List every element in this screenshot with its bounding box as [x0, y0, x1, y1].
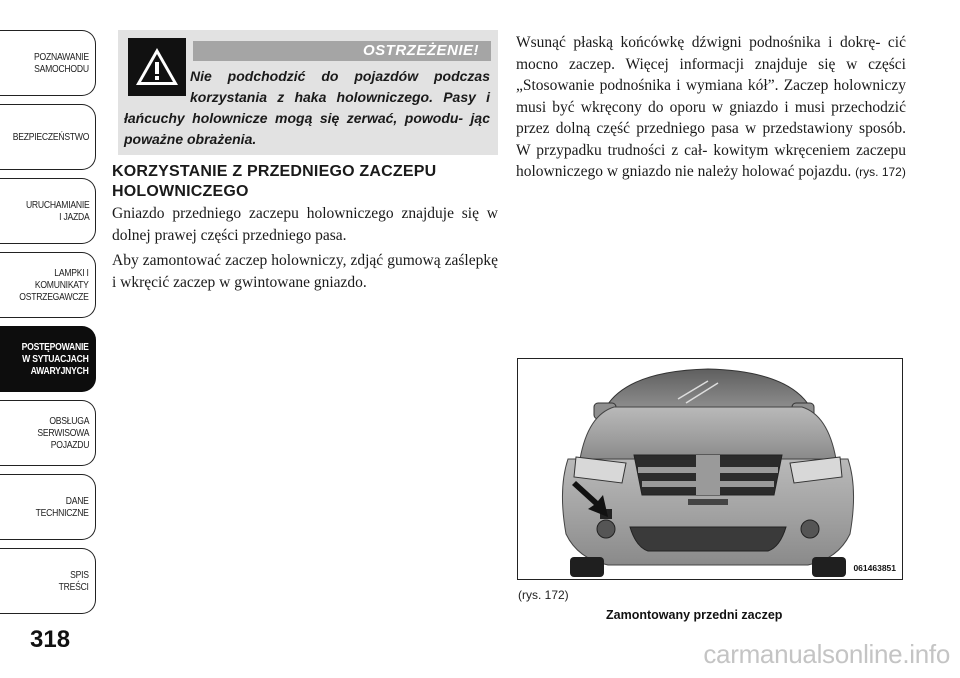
- tab-spis-tresci[interactable]: [0, 548, 96, 614]
- tab-label: URUCHAMIANIE I JAZDA: [25, 199, 89, 223]
- tab-obsluga-serwisowa[interactable]: [0, 400, 96, 466]
- paragraph-tighten-hook: [516, 32, 906, 184]
- tab-dane-techniczne[interactable]: [0, 474, 96, 540]
- paragraph-socket-location: Gniazdo przedniego zaczepu holowniczego znajduje się w dolnej prawej części przedniego pasa.: [112, 205, 498, 244]
- figure-ref-label: (rys. 172): [518, 588, 569, 602]
- figure-caption: Zamontowany przedni zaczep: [606, 608, 783, 622]
- figure-code: 061463851: [853, 563, 896, 573]
- tab-uruchamianie-i-jazda[interactable]: [0, 178, 96, 244]
- section-heading: KORZYSTANIE Z PRZEDNIEGO ZACZEPU HOLOWNICZEGO: [112, 163, 437, 200]
- tab-poznawanie-samochodu[interactable]: [0, 30, 96, 96]
- tab-label: SPIS TREŚCI: [58, 569, 89, 593]
- tab-label: LAMPKI I KOMUNIKATY OSTRZEGAWCZE: [19, 267, 89, 303]
- car-front-illustration: [518, 359, 901, 578]
- warning-box: [118, 30, 498, 155]
- tab-label: POSTĘPOWANIE W SYTUACJACH AWARYJNYCH: [22, 341, 89, 377]
- tab-bezpieczenstwo[interactable]: [0, 104, 96, 170]
- tab-postepowanie-awaryjne[interactable]: [0, 326, 96, 392]
- paragraph-mount-hook: Aby zamontować zaczep holowniczy, zdjąć gumową zaślepkę i wkręcić zaczep w gwintowane gniazdo.: [112, 252, 498, 291]
- paragraph-text: Wsunąć płaską końcówkę dźwigni podnośnika i dokrę- cić mocno zaczep. Więcej informacji znajduje się w części „Stosowanie podnośnika i wymiana kół”. Zaczep holowniczy musi być wkręcony do oporu w gniazdo i musi przechodzić przez dolną część przedniego pasa w przedstawiony sposób. W przypadku trudności z cał- kowitym wkręceniem zaczepu holowniczego w gniazdo nie należy holować pojazdu.: [516, 34, 906, 180]
- tab-label: DANE TECHNICZNE: [35, 495, 89, 519]
- tab-lampki-i-komunikaty[interactable]: [0, 252, 96, 318]
- warning-title: OSTRZEŻENIE!: [193, 41, 491, 61]
- page-number: 318: [30, 626, 71, 653]
- tab-label: POZNAWANIE SAMOCHODU: [34, 51, 89, 75]
- figure-reference: (rys. 172): [855, 165, 906, 179]
- tab-label: OBSŁUGA SERWISOWA POJAZDU: [37, 415, 89, 451]
- figure-front-tow-hook: [517, 358, 903, 580]
- tab-label: BEZPIECZEŃSTWO: [12, 131, 89, 143]
- watermark: carmanualsonline.info: [703, 639, 950, 669]
- warning-text: Nie podchodzić do pojazdów podczas korzystania z haka holowniczego. Pasy i łańcuchy holownicze mogą się zerwać, powodu- jąc poważne obrażenia.: [124, 68, 490, 147]
